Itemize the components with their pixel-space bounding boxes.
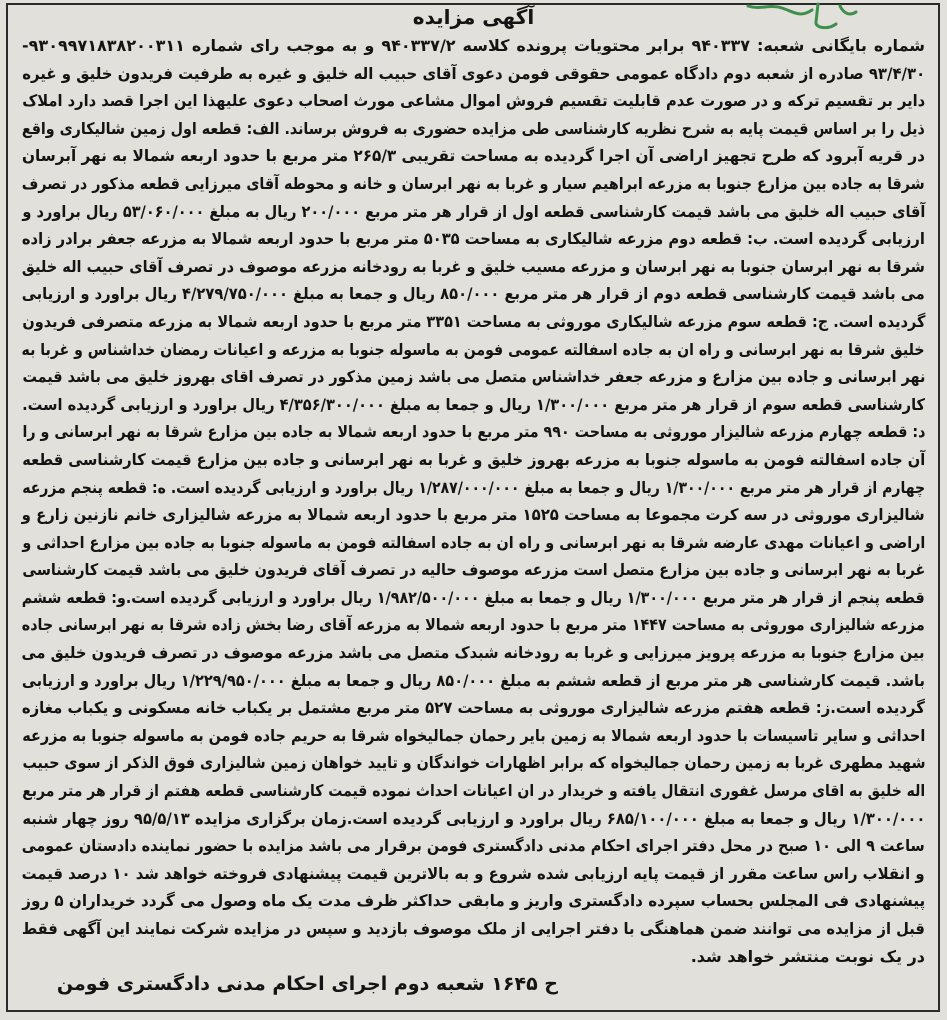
notice-line-text: شالیزاری موروثی در سه کرت مجموعا به مساحت ۱۵۲۵ متر مربع با حدود اربعه شمالا به مزرعه شالیزاری خانم نازنین زارع و bbox=[22, 505, 925, 525]
notice-line bbox=[22, 832, 925, 860]
notice-line bbox=[22, 308, 925, 336]
notice-line bbox=[22, 253, 925, 281]
notice-line bbox=[22, 115, 925, 143]
notice-line bbox=[22, 722, 925, 750]
notice-line bbox=[22, 887, 925, 915]
notice-line-text: آقای حبیب اله خلیق می باشد قیمت کارشناسی قطعه اول از قرار هر متر مربع ۲۰۰/۰۰۰ ریال به مبلغ ۵۳/۰۶۰/۰۰۰ ریال براورد و bbox=[22, 201, 925, 221]
notice-line-text: کارشناسی قطعه سوم از قرار هر متر مربع ۱/۳۰۰/۰۰۰ ریال و جمعا به مبلغ ۴/۳۵۶/۳۰۰/۰۰۰ ریال براورد و ارزیابی گردیده است. bbox=[22, 394, 925, 414]
notice-line bbox=[22, 474, 925, 502]
notice-line-text: گردیده است.ز: قطعه هفتم مزرعه شالیزاری موروثی به مساحت ۵۲۷ متر مربع مشتمل بر یکباب خانه مسکونی و یکباب مغازه bbox=[22, 698, 925, 718]
notice-line-text: خلیق شرقا به نهر ابرسانی و راه ان به جاده اسفالته عمومی فومن به ماسوله جنوبا به مزرعه و اعیانات رمضان خداشناس و غربا به bbox=[22, 339, 925, 359]
notice-line bbox=[22, 501, 925, 529]
notice-line-text: باشد. قیمت کارشناسی هر متر مربع از قطعه ششم به مبلغ ۸۵۰/۰۰۰ ریال و جمعا به مبلغ ۱/۲۲۹/۹۵۰/۰۰۰ ریال براورد و ارزیابی bbox=[22, 670, 925, 690]
notice-line-text: بین مزارع جنوبا به مزرعه پرویز میرزایی و غربا به رودخانه شبدک متصل می باشد مزرعه موصوف در تصرف فریدون خلیق می bbox=[22, 643, 925, 663]
notice-line-text: و انقلاب راس ساعت مقرر از قیمت پایه ارزیابی شده شروع و به بالاترین قیمت پیشنهادی فروخته خواهد شد ۱۰ درصد قیمت bbox=[22, 863, 926, 883]
notice-line-text: ذیل را بر اساس قیمت پایه به شرح نظریه کارشناسی طی مزایده حضوری به فروش برساند. الف: قطعه اول زمین شالیکاری واقع bbox=[22, 118, 925, 138]
notice-line-text: د: قطعه چهارم مزرعه شالیزار موروثی به مساحت ۹۹۰ متر مربع با حدود اربعه شمالا به جاده بین مزارع شرقا به نهر ابرسانی و را bbox=[22, 422, 925, 442]
notice-line-text: شرقا به جاده بین مزارع جنوبا به مزرعه ابراهیم سیار و غربا به نهر ابرسان و خانه و محوطه آقای میرزایی قطعه مذکور در تصرف bbox=[22, 173, 925, 193]
notice-line-text: احداثی و سایر تاسیسات با حدود اربعه شمالا به زمین بایر رحمان جمالیخواه شرقا به حریم جاده فومن به ماسوله جنوبا به مزرعه bbox=[22, 725, 925, 745]
notice-line bbox=[22, 142, 925, 170]
notice-title: آگهی مزایده bbox=[412, 5, 535, 29]
notice-line bbox=[22, 805, 925, 833]
notice-line bbox=[22, 749, 925, 777]
notice-line-text: اراضی و اعیانات مهدی عارضه شرقا به نهر ابرسانی و راه ان به جاده اسفالته فومن به ماسوله جنوبا به جاده بین مزارع احداثی و bbox=[22, 532, 925, 552]
notice-line-text: دایر بر تقسیم ترکه و در صورت عدم قابلیت تقسیم فروش اموال مشاعی مورث اصحاب دعوی علیهذا این اجرا قصد دارد املاک bbox=[22, 91, 925, 111]
notice-line-text: قطعه پنجم از قرار هر متر مربع ۱/۳۰۰/۰۰۰ ریال و جمعا به مبلغ ۱/۹۸۲/۵۰۰/۰۰۰ ریال براورد و ارزیابی گردیده است.و: قطعه ششم bbox=[22, 587, 925, 607]
notice-line bbox=[22, 529, 925, 557]
notice-footer bbox=[28, 968, 558, 1000]
notice-line bbox=[22, 198, 925, 226]
notice-line bbox=[22, 170, 925, 198]
notice-line bbox=[22, 60, 925, 88]
notice-line-text: شماره بایگانی شعبه: ۹۴۰۳۳۷ برابر محتویات پرونده کلاسه ۹۴۰۳۳۷/۲ و به موجب رای شماره ۹۳۰۹۹۷۱۸۳۸۲۰۰۳۱۱- bbox=[22, 36, 925, 55]
notice-line bbox=[22, 915, 925, 943]
notice-line-text: می باشد قیمت کارشناسی قطعه دوم از قرار هر متر مربع ۸۵۰/۰۰۰ ریال و جمعا به مبلغ ۴/۲۷۹/۷۵۰/۰۰۰ ریال براورد و ارزیابی bbox=[22, 284, 925, 304]
notice-line-text: مزرعه شالیزاری موروثی به مساحت ۱۴۴۷ متر مربع با حدود اربعه شمالا به مزرعه آقای رضا بخش زاده شرقا به نهر ابرسانی جاده bbox=[22, 615, 925, 635]
notice-line-text: ۹۳/۴/۳۰ صادره از شعبه دوم دادگاه عمومی حقوقی فومن دعوی آقای حبیب اله خلیق و غیره به طرفیت فریدون خلیق و غیره bbox=[22, 63, 925, 83]
notice-line-text: اله خلیق به اقای مرسل غفوری انتقال یافته و خریدار در ان اعیانات احداث نموده قیمت کارشناسی قطعه هفتم از قرار هر متر مربع bbox=[22, 781, 925, 801]
notice-line bbox=[22, 584, 925, 612]
notice-line bbox=[22, 694, 925, 722]
notice-line bbox=[22, 391, 925, 419]
notice-line-text: در یک نوبت منتشر خواهد شد. bbox=[690, 946, 925, 966]
notice-line-text: ساعت ۹ الی ۱۰ صبح در محل دفتر اجرای احکام مدنی دادگستری فومن برقرار می باشد مزایده با حضور نماینده دادستان عمومی bbox=[22, 836, 925, 856]
notice-line-text: در قریه آبرود که طرح تجهیز اراضی آن اجرا گردیده به مساحت تقریبی ۲۶۵/۳ متر مربع با حدود اربعه شمالا به نهر آبرسان bbox=[22, 146, 925, 166]
notice-line bbox=[22, 611, 925, 639]
notice-line-final bbox=[22, 943, 925, 971]
notice-line bbox=[22, 32, 925, 60]
notice-line-text: ۱/۳۰۰/۰۰۰ ریال و جمعا به مبلغ ۶۸۵/۱۰۰/۰۰۰ ریال براورد و ارزیابی گردیده است.زمان برگزاری مزایده ۹۵/۵/۱۳ روز چهار شنبه bbox=[22, 808, 925, 828]
notice-line-text: چهارم از قرار هر متر مربع ۱/۳۰۰/۰۰۰ ریال و جمعا به مبلغ ۱/۲۸۷/۰۰۰/۰۰۰ ریال براورد و ارزیابی گردیده است. ه: قطعه پنجم مزرعه bbox=[22, 477, 925, 497]
notice-line-text: قبل از مزایده می توانند ضمن هماهنگی با دفتر اجرایی از ملک موصوف بازدید و سپس در مزایده شرکت نمایند این آگهی فقط bbox=[22, 919, 925, 938]
notice-body bbox=[22, 32, 925, 970]
notice-line-text: آن جاده اسفالته فومن به ماسوله جنوبا به مزرعه بهروز خلیق و غربا به نهر ابرسانی و جاده بین مزارع قیمت کارشناسی قطعه bbox=[22, 449, 925, 469]
notice-line bbox=[22, 639, 925, 667]
notice-line-text: غربا به نهر ابرسانی و جاده بین مزارع متصل است مزرعه موصوف حالیه در تصرف آقای فریدون خلیق می باشد قیمت کارشناسی bbox=[22, 560, 925, 580]
notice-line bbox=[22, 225, 925, 253]
notice-line bbox=[22, 860, 925, 888]
notice-line-text: گردیده است. ج: قطعه سوم مزرعه شالیکاری موروثی به مساحت ۳۳۵۱ متر مربع با حدود اربعه شمالا به مزرعه متصرفی فریدون bbox=[22, 311, 925, 331]
notice-line bbox=[22, 363, 925, 391]
notice-line-text: شهید مطهری غربا به زمین رحمان جمالیخواه که برابر اظهارات خواندگان و تایید خواهان زمین شالیزاری فوق الذکر از سوی حبیب bbox=[22, 753, 925, 773]
notice-line-text: شرقا به نهر ابرسان جنوبا به نهر ابرسان و مزرعه مسیب خلیق و غربا به رودخانه مزرعه موصوف در تصرف آقای حبیب اله خلیق bbox=[22, 256, 925, 276]
notice-line-text: ارزیابی گردیده است. ب: قطعه دوم مزرعه شالیکاری به مساحت ۵۰۳۵ متر مربع با حدود اربعه شمالا به مزرعه جعفر برادر زاده bbox=[22, 229, 925, 249]
notice-line-text: نهر ابرسانی و جاده بین مزارع و مزرعه جعفر خداشناس متصل می باشد زمین مذکور در تصرف اقای بهروز خلیق می باشد قیمت bbox=[22, 367, 925, 387]
notice-line bbox=[22, 556, 925, 584]
notice-line-text: پیشنهادی فی المجلس بحساب سپرده دادگستری واریز و مابقی حداکثر ظرف مدت یک ماه وصول می گردد خریداران ۵ روز bbox=[22, 891, 926, 911]
notice-line bbox=[22, 280, 925, 308]
notice-line bbox=[22, 418, 925, 446]
notice-line bbox=[22, 777, 925, 805]
notice-footer-text: ح ۱۶۴۵ شعبه دوم اجرای احکام مدنی دادگستری فومن bbox=[56, 973, 558, 995]
notice-line bbox=[22, 87, 925, 115]
notice-line bbox=[22, 336, 925, 364]
notice-line bbox=[22, 667, 925, 695]
notice-line bbox=[22, 446, 925, 474]
